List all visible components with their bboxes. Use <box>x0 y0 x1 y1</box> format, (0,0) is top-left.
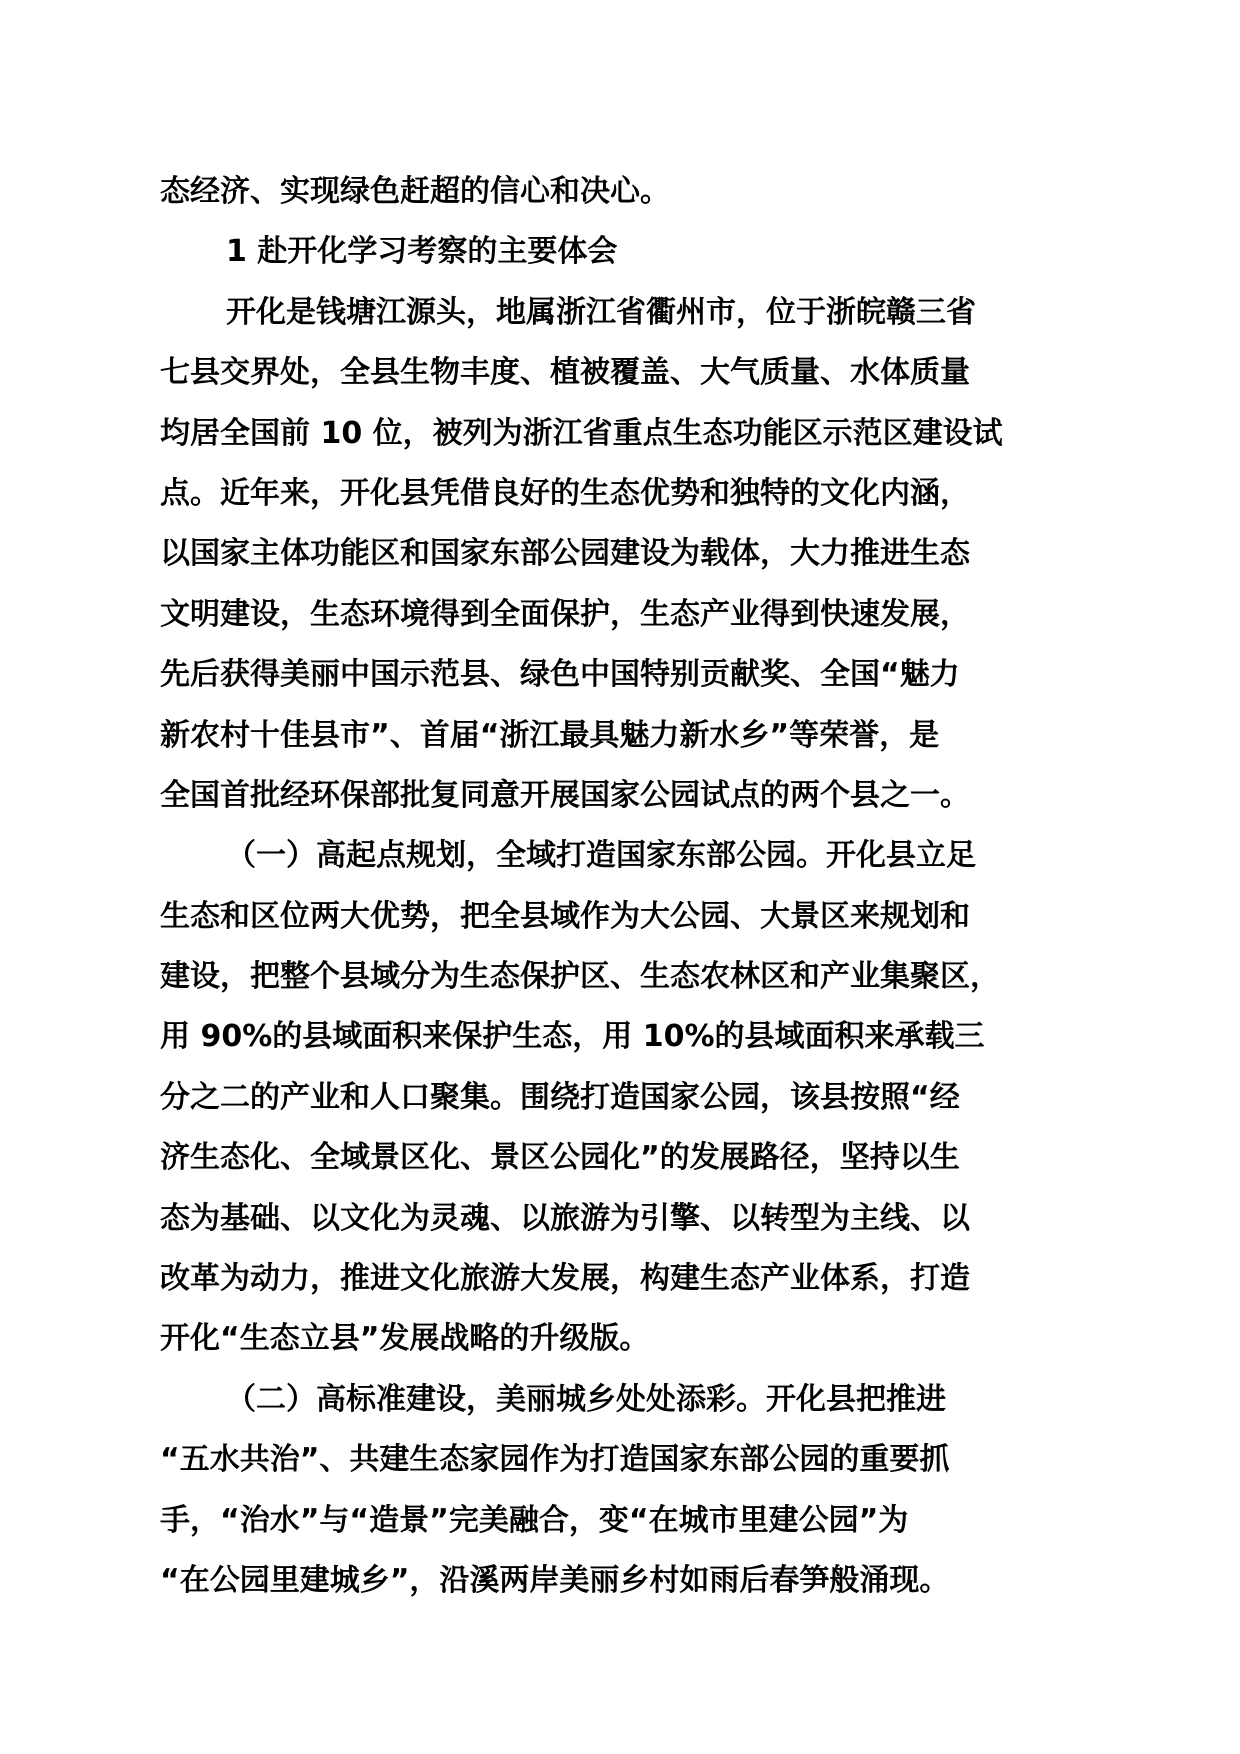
text-line: 开化“生态立县”发展战略的升级版。 <box>160 1321 650 1357</box>
subsection-heading-line: （一）高起点规划，全域打造国家东部公园。开化县立足 <box>226 838 976 874</box>
text-line: 开化是钱塘江源头，地属浙江省衢州市，位于浙皖赣三省 <box>226 294 976 330</box>
text-line: 手，“治水”与“造景”完美融合，变“在城市里建公园”为 <box>160 1502 909 1538</box>
text-line: 以国家主体功能区和国家东部公园建设为载体，大力推进生态 <box>160 536 970 572</box>
text-line: 用 90%的县域面积来保护生态，用 10%的县域面积来承载三 <box>160 1019 985 1055</box>
subsection-heading-line: （二）高标准建设，美丽城乡处处添彩。开化县把推进 <box>226 1381 946 1417</box>
text-line: 生态和区位两大优势，把全县域作为大公园、大景区来规划和 <box>160 898 970 934</box>
document-body <box>160 162 1090 1611</box>
text-line: 点。近年来，开化县凭借良好的生态优势和独特的文化内涵， <box>160 475 970 511</box>
text-line: 态为基础、以文化为灵魂、以旅游为引擎、以转型为主线、以 <box>160 1200 970 1236</box>
text-line: 均居全国前 10 位，被列为浙江省重点生态功能区示范区建设试 <box>160 415 1003 451</box>
section-heading: 1 赴开化学习考察的主要体会 <box>226 234 618 270</box>
text-line: 建设，把整个县域分为生态保护区、生态农林区和产业集聚区， <box>160 959 1000 995</box>
text-line: 分之二的产业和人口聚集。围绕打造国家公园，该县按照“经 <box>160 1079 960 1115</box>
text-line: 济生态化、全域景区化、景区公园化”的发展路径，坚持以生 <box>160 1140 960 1176</box>
text-line: 七县交界处，全县生物丰度、植被覆盖、大气质量、水体质量 <box>160 355 970 391</box>
text-line: 新农村十佳县市”、首届“浙江最具魅力新水乡”等荣誉，是 <box>160 717 940 753</box>
text-line: 先后获得美丽中国示范县、绿色中国特别贡献奖、全国“魅力 <box>160 657 960 693</box>
text-line: “五水共治”、共建生态家园作为打造国家东部公园的重要抓 <box>160 1442 950 1478</box>
text-line: “在公园里建城乡”，沿溪两岸美丽乡村如雨后春笋般涌现。 <box>160 1562 950 1598</box>
text-line: 全国首批经环保部批复同意开展国家公园试点的两个县之一。 <box>160 777 970 813</box>
text-line: 改革为动力，推进文化旅游大发展，构建生态产业体系，打造 <box>160 1261 970 1297</box>
text-line: 态经济、实现绿色赶超的信心和决心。 <box>160 174 670 209</box>
text-line: 文明建设，生态环境得到全面保护，生态产业得到快速发展， <box>160 596 970 632</box>
